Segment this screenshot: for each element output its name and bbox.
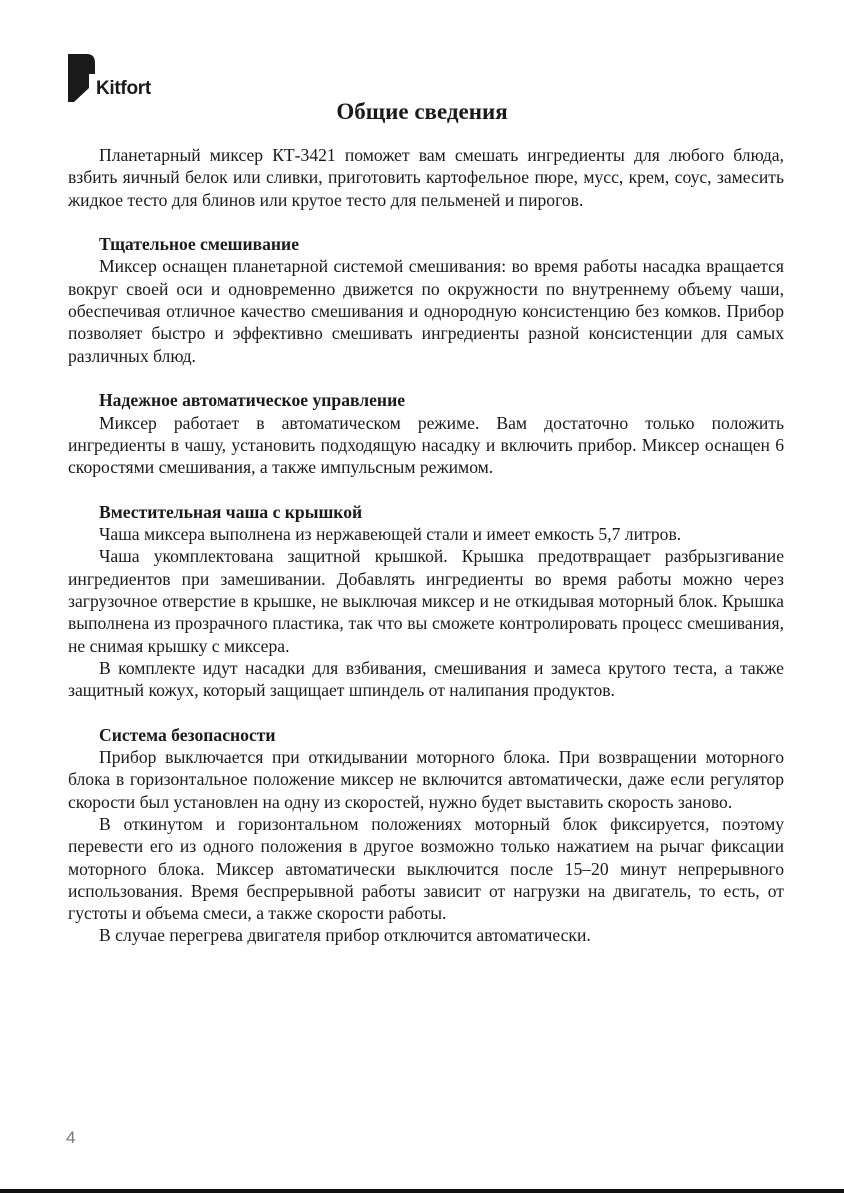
brand-logo bbox=[68, 54, 168, 102]
section-paragraph: Чаша укомплектована защитной крышкой. Крышка предотвращает разбрызгивание ингредиентов при замешивании. Добавлять ингредиенты во время работы можно через загрузочное отверстие в крышке, не выключая миксер и не откидывая моторный блок. Крышка выполнена из прозрачного пластика, так что вы сможете контролировать процесс смешивания, не снимая крышку с миксера. bbox=[68, 546, 784, 656]
section-paragraph: Чаша миксера выполнена из нержавеющей стали и имеет емкость 5,7 литров. bbox=[99, 524, 682, 545]
brand-name: Kitfort bbox=[96, 78, 151, 99]
section-paragraph: Миксер оснащен планетарной системой смешивания: во время работы насадка вращается вокруг своей оси и одновременно движется по окружности по внутреннему объему чаши, обеспечивая отличное качество смешивания и однородную консистенцию без комков. Прибор позволяет быстро и эффективно смешивать ингредиенты разной консистенции для самых различных блюд. bbox=[68, 256, 784, 366]
kitfort-logo-icon bbox=[68, 54, 96, 102]
section-paragraph: В случае перегрева двигателя прибор отключится автоматически. bbox=[99, 925, 591, 946]
section-paragraph: Прибор выключается при откидывании моторного блока. При возвращении моторного блока в горизонтальное положение миксер не включится автоматически, даже если регулятор скорости был установлен на одну из скоростей, нужно будет выставить скорость заново. bbox=[68, 747, 784, 812]
section-paragraph: В комплекте идут насадки для взбивания, смешивания и замеса крутого теста, а также защитный кожух, который защищает шпиндель от налипания продуктов. bbox=[68, 657, 784, 701]
section-heading: Вместительная чаша с крышкой bbox=[99, 501, 363, 522]
intro-paragraph: Планетарный миксер КТ-3421 поможет вам смешать ингредиенты для любого блюда, взбить яичный белок или сливки, приготовить картофельное пюре, мусс, крем, соус, замесить жидкое тесто для блинов или крутое тесто для пельменей и пирогов. bbox=[68, 145, 784, 210]
section-heading: Надежное автоматическое управление bbox=[99, 390, 406, 411]
document-body bbox=[68, 144, 784, 947]
section-heading: Система безопасности bbox=[99, 724, 276, 745]
page-number: 4 bbox=[66, 1128, 76, 1147]
section-paragraph: Миксер работает в автоматическом режиме. Вам достаточно только положить ингредиенты в чашу, установить подходящую насадку и включить прибор. Миксер оснащен 6 скоростями смешивания, а также импульсным режимом. bbox=[68, 412, 784, 478]
page-title: Общие сведения bbox=[336, 99, 508, 124]
section-paragraph: В откинутом и горизонтальном положениях моторный блок фиксируется, поэтому перевести его из одного положения в другое возможно только нажатием на рычаг фиксации моторного блока. Миксер автоматически выключится после 15–20 минут непрерывного использования. Время беспрерывной работы зависит от нагрузки на двигатель, то есть, от густоты и объема смеси, а также скорости работы. bbox=[68, 813, 784, 924]
section-heading: Тщательное смешивание bbox=[99, 234, 299, 255]
bottom-rule bbox=[0, 1189, 844, 1193]
